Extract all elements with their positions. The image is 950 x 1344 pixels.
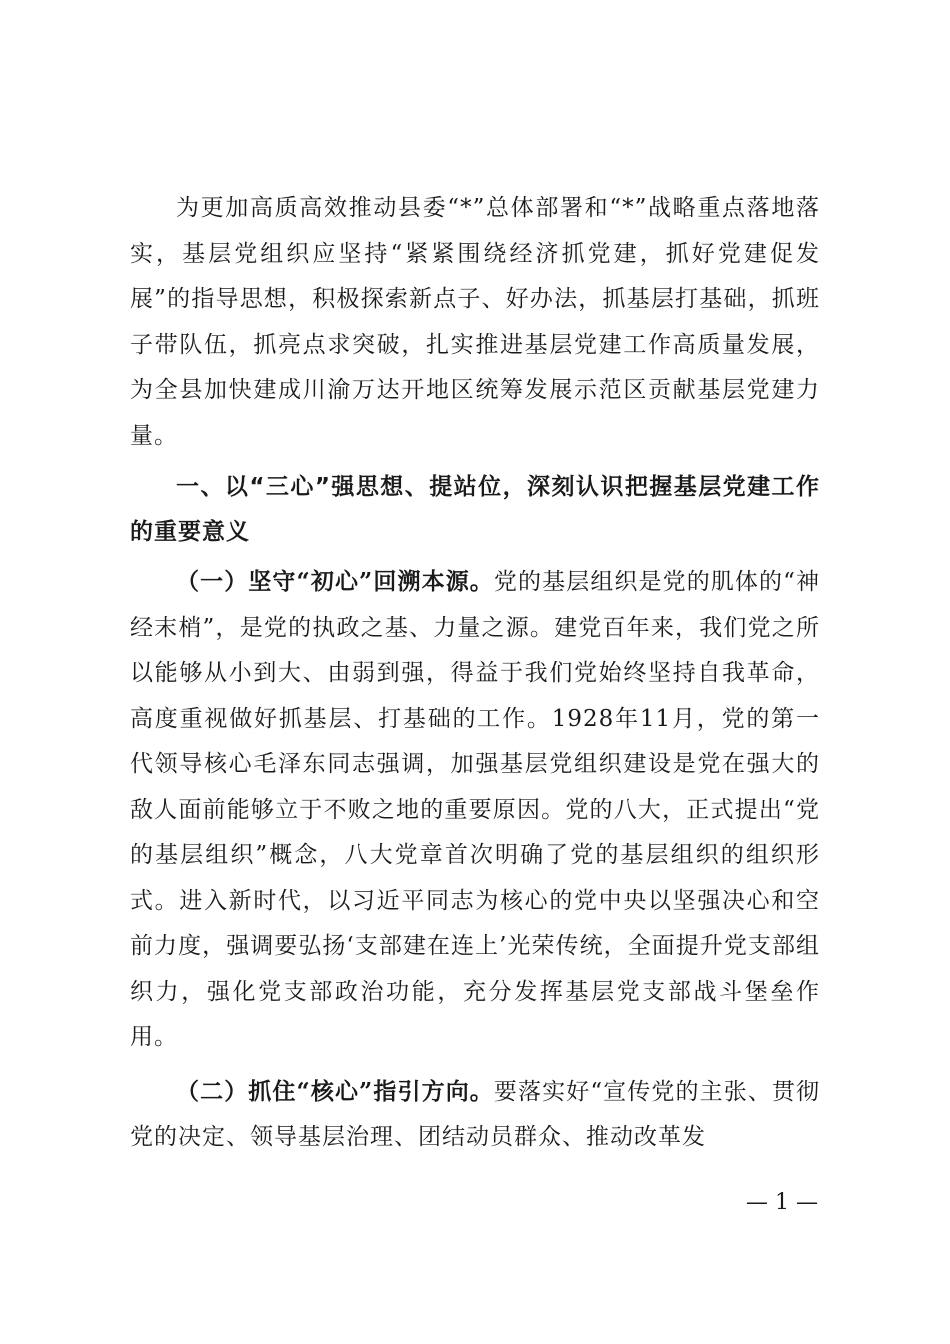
section-heading: 一、以“三心”强思想、提站位，深刻认识把握基层党建工作的重要意义 bbox=[130, 474, 820, 545]
subsection-paragraph-2 bbox=[130, 1069, 820, 1161]
subsection-lead-2: （二）抓住“核心”指引方向。 bbox=[176, 1077, 494, 1105]
subsection-paragraph-1 bbox=[130, 559, 820, 1061]
subsection-lead-1: （一）坚守“初心”回溯本源。 bbox=[176, 568, 494, 595]
subsection-body-2: 要落实好“宣传党的主张、贯彻党的决定、领导基层治理、团结动员群众、推动改革发 bbox=[130, 1078, 820, 1150]
document-body bbox=[130, 186, 820, 1161]
page-number: — 1 — bbox=[746, 1190, 818, 1215]
subsection-body-1: 党的基层组织是党的肌体的“神经末梢”，是党的执政之基、力量之源。建党百年来，我们党之所以能够从小到大、由弱到强，得益于我们党始终坚持自我革命，高度重视做好抓基层、打基础的工作。1928年11月，党的第一代领导核心毛泽东同志强调，加强基层党组织建设是党在强大的敌人面前能够立于不败之地的重要原因。党的八大，正式提出“党的基层组织”概念，八大党章首次明确了党的基层组织的组织形式。进入新时代，以习近平同志为核心的党中央以坚强决心和空前力度，强调要弘扬‘支部建在连上’光荣传统，全面提升党支部组织力，强化党支部政治功能，充分发挥基层党支部战斗堡垒作用。 bbox=[130, 569, 820, 1050]
intro-paragraph: 为更加高质高效推动县委“*”总体部署和“*”战略重点落地落实，基层党组织应坚持“紧紧围绕经济抓党建，抓好党建促发展”的指导思想，积极探索新点子、好办法，抓基层打基础，抓班子带队伍，抓亮点求突破，扎实推进基层党建工作高质量发展，为全县加快建成川渝万达开地区统筹发展示范区贡献基层党建力量。 bbox=[130, 195, 820, 449]
